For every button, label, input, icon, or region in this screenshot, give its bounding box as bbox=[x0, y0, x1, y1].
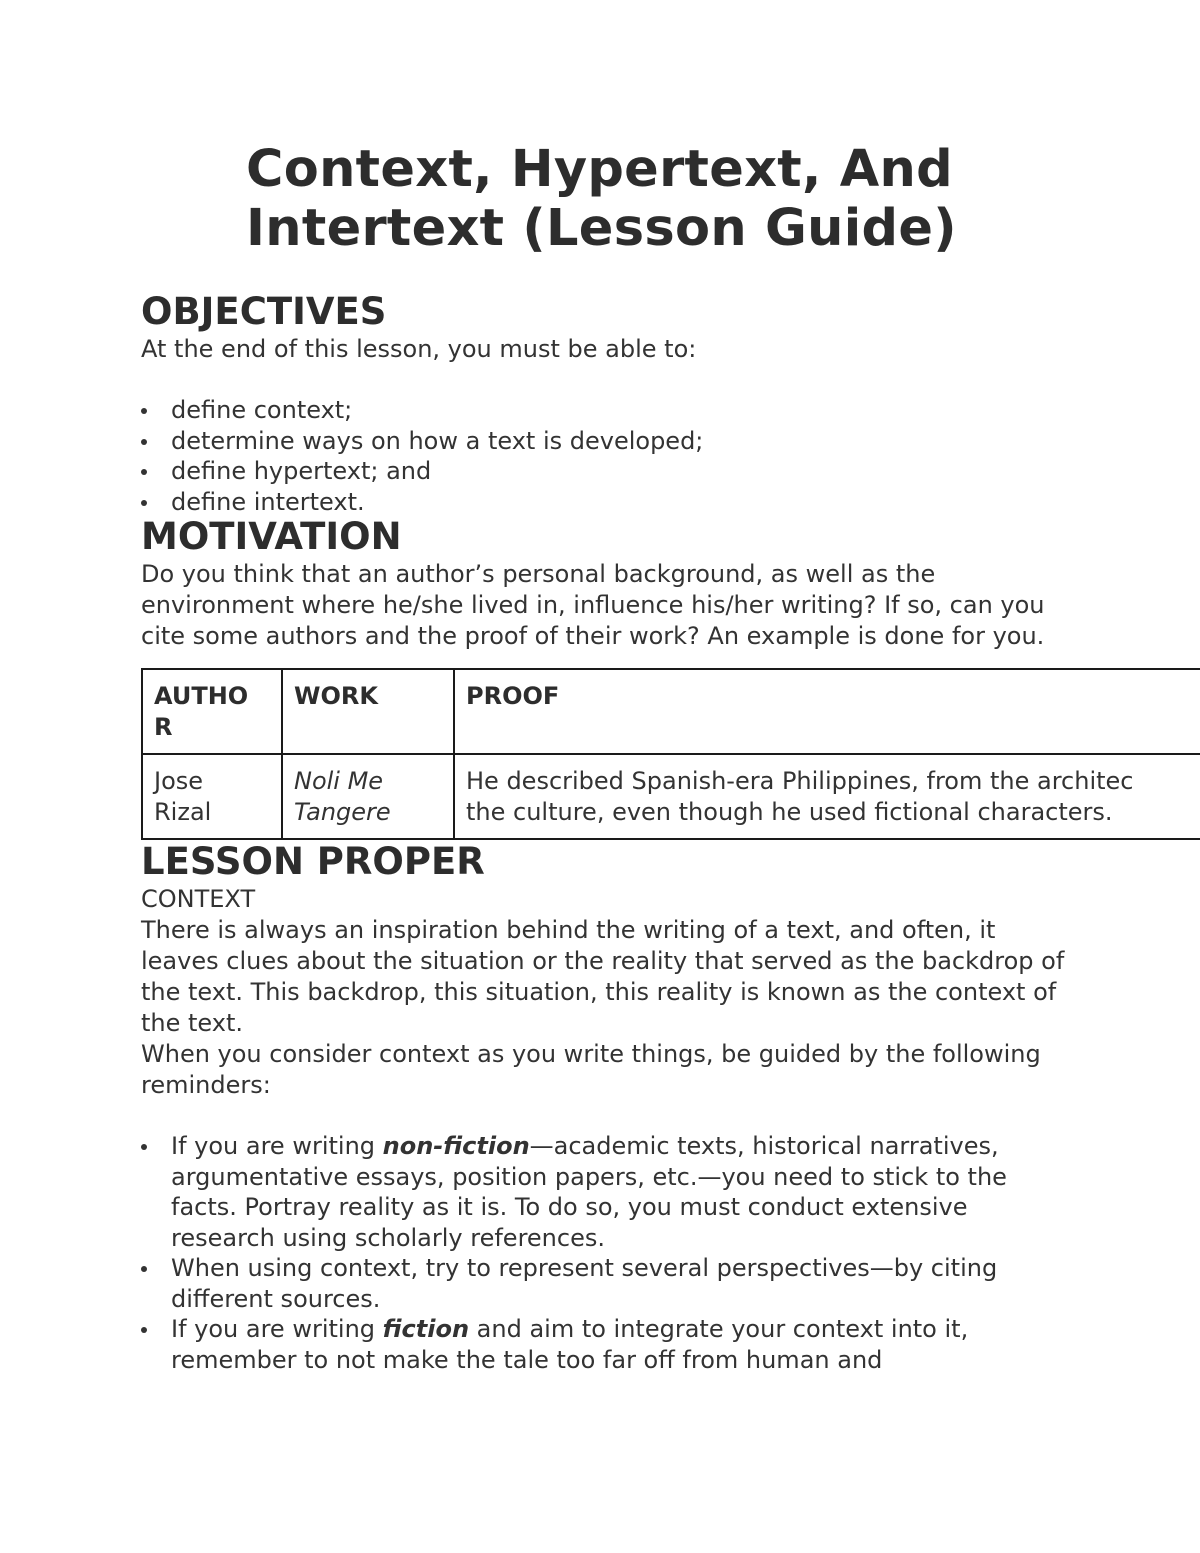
work-part: Tangere bbox=[294, 798, 391, 826]
context-paragraph: There is always an inspiration behind the writing of a text, and often, it leaves clues about the situation or the reality that served as the backdrop of the text. This backdrop, this situation, this reality is known as the context of the text. bbox=[141, 916, 1065, 1037]
table-cell-proof bbox=[454, 754, 1200, 839]
reminders-list bbox=[141, 1131, 1200, 1375]
page-title-line-2: Intertext (Lesson Guide) bbox=[246, 199, 957, 258]
objectives-heading: OBJECTIVES bbox=[141, 290, 387, 333]
list-item: define hypertext; and bbox=[141, 456, 1061, 487]
author-part: Jose bbox=[154, 767, 204, 795]
page-title bbox=[246, 140, 986, 258]
motivation-paragraph: Do you think that an author’s personal background, as well as the environment where he/she lived in, influence his/her writing? If so, can you cite some authors and the proof of their work? An example is done for you. bbox=[141, 560, 1045, 650]
proof-line: He described Spanish-era Philippines, from the architec bbox=[466, 767, 1134, 795]
list-item bbox=[141, 1253, 1061, 1314]
objectives-intro: At the end of this lesson, you must be able to: bbox=[141, 335, 697, 363]
objectives-list bbox=[141, 395, 1200, 517]
table-header-proof: PROOF bbox=[454, 669, 1200, 754]
lesson-proper-heading: LESSON PROPER bbox=[141, 840, 485, 883]
reminder-text: and aim to integrate your context into it, remember to not make the tale too far off from human and bbox=[171, 1315, 969, 1374]
list-item: determine ways on how a text is developed; bbox=[141, 426, 1061, 457]
page-title-line-1: Context, Hypertext, And bbox=[246, 140, 953, 199]
motivation-heading: MOTIVATION bbox=[141, 515, 402, 558]
author-work-table bbox=[141, 668, 1200, 840]
list-item: define intertext. bbox=[141, 487, 1061, 518]
reminder-emphasis: fiction bbox=[382, 1315, 470, 1343]
proof-line: the culture, even though he used fictional characters. bbox=[466, 798, 1113, 826]
reminder-text: If you are writing bbox=[171, 1132, 383, 1160]
table-row bbox=[142, 754, 1200, 839]
table-header-author bbox=[142, 669, 282, 754]
list-item bbox=[141, 1314, 1061, 1375]
document-body bbox=[141, 290, 1200, 1375]
table-header-work: WORK bbox=[282, 669, 454, 754]
spacer bbox=[141, 365, 1200, 395]
table-cell-work bbox=[282, 754, 454, 839]
header-author-part: R bbox=[154, 713, 173, 741]
table-cell-author bbox=[142, 754, 282, 839]
table-header-row bbox=[142, 669, 1200, 754]
list-item: define context; bbox=[141, 395, 1061, 426]
reminder-text: When using context, try to represent several perspectives—by citing different sources. bbox=[171, 1254, 998, 1313]
author-part: Rizal bbox=[154, 798, 212, 826]
reminder-text: If you are writing bbox=[171, 1315, 383, 1343]
work-part: Noli Me bbox=[294, 767, 384, 795]
reminder-emphasis: non-fiction bbox=[382, 1132, 530, 1160]
context-subheading: CONTEXT bbox=[141, 885, 256, 913]
context-paragraph: When you consider context as you write things, be guided by the following reminders: bbox=[141, 1040, 1041, 1099]
spacer bbox=[141, 1101, 1200, 1131]
header-author-part: AUTHO bbox=[154, 682, 249, 710]
list-item bbox=[141, 1131, 1061, 1253]
reminder-text: —academic texts, historical narratives, argumentative essays, position papers, etc.—you need to stick to the facts. Portray reality as it is. To do so, you must conduct extensive research using scholarly references. bbox=[171, 1132, 1007, 1252]
